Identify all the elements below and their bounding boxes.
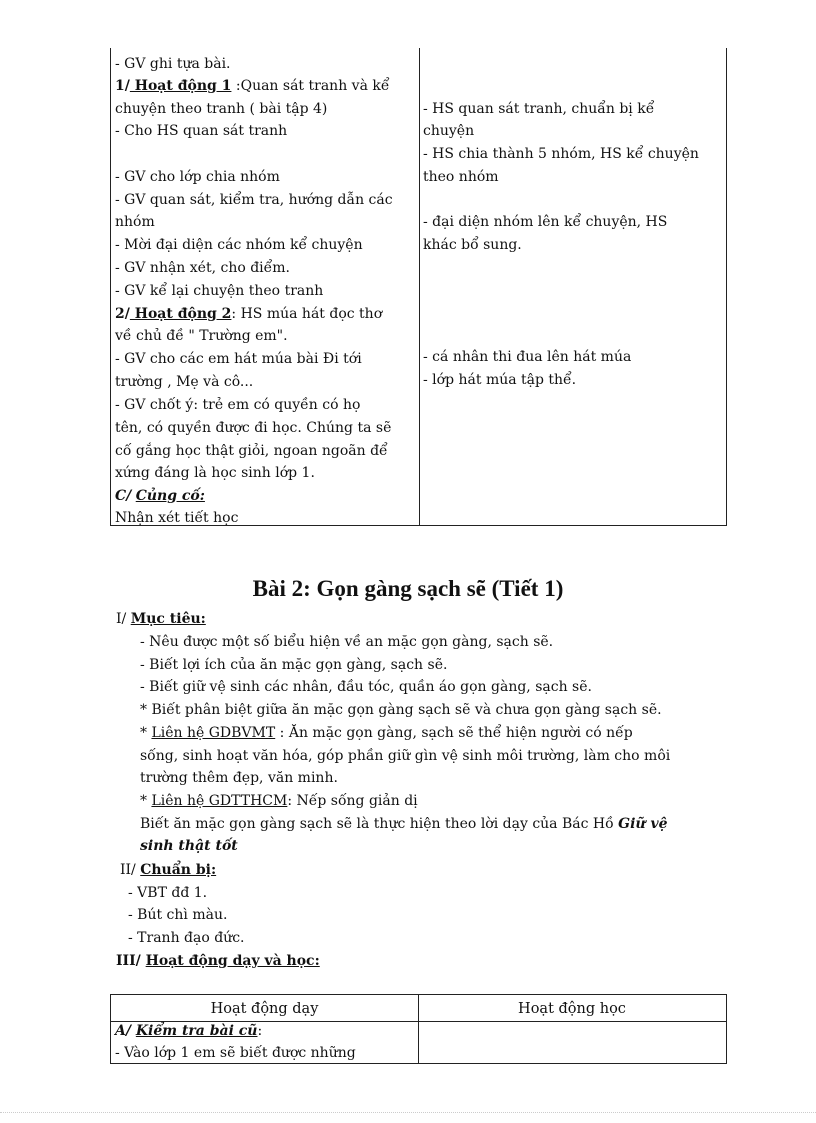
section-activities-heading: III/ Hoạt động dạy và học: — [116, 953, 320, 969]
right-line: - cá nhân thi đua lên hát múa — [423, 349, 632, 365]
right-line: - đại diện nhóm lên kể chuyện, HS — [423, 214, 668, 230]
left-line: tên, có quyền được đi học. Chúng ta sẽ — [115, 420, 392, 436]
left-line: Nhận xét tiết học — [115, 510, 239, 526]
prep-item: - VBT đđ 1. — [128, 885, 208, 901]
right-line: - HS quan sát tranh, chuẩn bị kể — [423, 101, 655, 117]
left-line: xứng đáng là học sinh lớp 1. — [115, 465, 315, 481]
left-line: - GV kể lại chuyện theo tranh — [115, 283, 324, 299]
review-heading: A/ Kiểm tra bài cũ: — [115, 1023, 263, 1039]
env-link-line: * Liên hệ GDBVMT : Ăn mặc gọn gàng, sạch sẽ thể hiện người có nếp — [140, 725, 633, 741]
left-line: - Vào lớp 1 em sẽ biết được những — [115, 1045, 356, 1061]
hcm-link-line: * Liên hệ GDTTHCM: Nếp sống giản dị — [140, 793, 418, 809]
goal-item: - Biết lợi ích của ăn mặc gọn gàng, sạch sẽ. — [140, 657, 448, 673]
left-line: về chủ đề " Trường em". — [115, 328, 288, 344]
left-line: - GV chốt ý: trẻ em có quyền có họ — [115, 397, 361, 413]
page-bottom-edge — [0, 1112, 816, 1113]
prep-item: - Bút chì màu. — [128, 907, 228, 923]
section-objectives-heading: I/ Mục tiêu: — [116, 611, 206, 627]
goal-item: - Biết giữ vệ sinh các nhân, đầu tóc, quần áo gọn gàng, sạch sẽ. — [140, 679, 592, 695]
left-line: trường , Mẹ và cô... — [115, 374, 254, 390]
right-line: - HS chia thành 5 nhóm, HS kể chuyện — [423, 146, 699, 162]
right-line: khác bổ sung. — [423, 237, 522, 253]
left-line: - GV cho các em hát múa bài Đi tới — [115, 351, 362, 367]
right-line: theo nhóm — [423, 169, 499, 185]
consolidation-heading: C/ Củng cố: — [115, 488, 205, 504]
left-line: cố gắng học thật giỏi, ngoan ngoãn để — [115, 443, 388, 459]
left-line: - GV cho lớp chia nhóm — [115, 169, 280, 185]
goal-item: - Nêu được một số biểu hiện về an mặc gọn gàng, sạch sẽ. — [140, 634, 554, 650]
left-line: - GV nhận xét, cho điểm. — [115, 260, 290, 276]
header-teaching: Hoạt động dạy — [210, 1001, 319, 1017]
left-line: chuyện theo tranh ( bài tập 4) — [115, 101, 328, 117]
env-link-line: trường thêm đẹp, văn minh. — [140, 770, 338, 786]
left-line: nhóm — [115, 214, 155, 230]
goal-item: * Biết phân biệt giữa ăn mặc gọn gàng sạch sẽ và chưa gọn gàng sạch sẽ. — [140, 702, 662, 718]
activity2-heading: 2/ Hoạt động 2: HS múa hát đọc thơ — [115, 306, 383, 322]
section-preparation-heading: II/ Chuẩn bị: — [120, 862, 217, 878]
prep-item: - Tranh đạo đức. — [128, 930, 245, 946]
left-line: - Mời đại diện các nhóm kể chuyện — [115, 237, 363, 253]
left-line: - Cho HS quan sát tranh — [115, 123, 288, 139]
header-learning: Hoạt động học — [518, 1001, 626, 1017]
right-line: - lớp hát múa tập thể. — [423, 372, 577, 388]
hcm-quote-line: Biết ăn mặc gọn gàng sạch sẽ là thực hiện theo lời dạy của Bác Hồ Giữ vệ — [140, 816, 668, 832]
env-link-line: sống, sinh hoạt văn hóa, góp phần giữ gìn vệ sinh môi trường, làm cho môi — [140, 748, 671, 764]
hcm-quote-line: sinh thật tốt — [140, 838, 238, 854]
right-line: chuyện — [423, 123, 475, 139]
left-line: - GV ghi tựa bài. — [115, 56, 231, 72]
left-line: - GV quan sát, kiểm tra, hướng dẫn các — [115, 192, 393, 208]
lesson-title: Bài 2: Gọn gàng sạch sẽ (Tiết 1) — [252, 576, 564, 601]
column-divider — [419, 48, 420, 525]
activity1-heading: 1/ Hoạt động 1 :Quan sát tranh và kể — [115, 78, 390, 94]
